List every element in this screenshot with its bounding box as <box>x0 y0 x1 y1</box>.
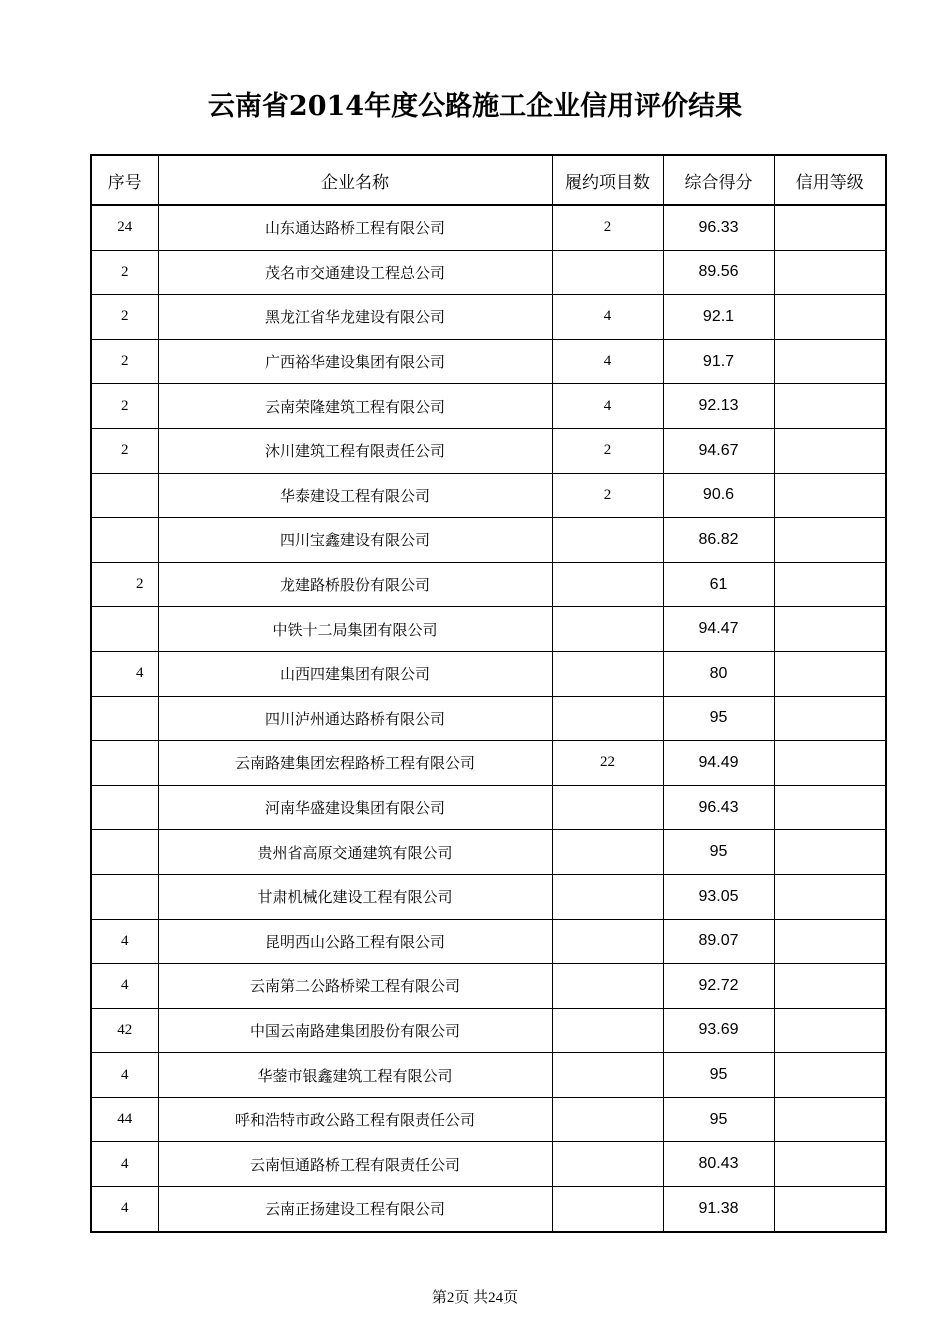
cell-score: 94.47 <box>663 607 774 652</box>
cell-credit-grade <box>774 651 886 696</box>
table-body <box>91 205 886 1232</box>
cell-score: 80 <box>663 651 774 696</box>
cell-company-name: 贵州省高原交通建筑有限公司 <box>158 830 552 875</box>
cell-score: 89.56 <box>663 250 774 295</box>
cell-project-count <box>552 562 663 607</box>
table-row <box>91 428 886 473</box>
table-row <box>91 562 886 607</box>
cell-project-count <box>552 874 663 919</box>
cell-project-count: 2 <box>552 473 663 518</box>
cell-project-count <box>552 607 663 652</box>
cell-index <box>91 607 158 652</box>
cell-company-name: 黑龙江省华龙建设有限公司 <box>158 295 552 340</box>
table-row <box>91 1187 886 1232</box>
table-row <box>91 250 886 295</box>
cell-project-count: 4 <box>552 295 663 340</box>
cell-company-name: 昆明西山公路工程有限公司 <box>158 919 552 964</box>
cell-credit-grade <box>774 607 886 652</box>
cell-index: 4 <box>91 1142 158 1187</box>
cell-credit-grade <box>774 1097 886 1142</box>
cell-project-count <box>552 1053 663 1098</box>
cell-index <box>91 874 158 919</box>
cell-score: 94.67 <box>663 428 774 473</box>
table-row <box>91 339 886 384</box>
cell-company-name: 中铁十二局集团有限公司 <box>158 607 552 652</box>
cell-credit-grade <box>774 1053 886 1098</box>
table-row <box>91 518 886 563</box>
cell-credit-grade <box>774 295 886 340</box>
cell-index: 24 <box>91 205 158 250</box>
table-row <box>91 651 886 696</box>
table-row <box>91 785 886 830</box>
cell-score: 95 <box>663 830 774 875</box>
cell-credit-grade <box>774 562 886 607</box>
cell-company-name: 华泰建设工程有限公司 <box>158 473 552 518</box>
cell-credit-grade <box>774 205 886 250</box>
cell-score: 92.13 <box>663 384 774 429</box>
cell-company-name: 甘肃机械化建设工程有限公司 <box>158 874 552 919</box>
cell-project-count <box>552 1008 663 1053</box>
cell-company-name: 沐川建筑工程有限责任公司 <box>158 428 552 473</box>
header-project-count: 履约项目数 <box>552 155 663 205</box>
cell-index: 4 <box>91 651 158 696</box>
cell-company-name: 山西四建集团有限公司 <box>158 651 552 696</box>
cell-score: 95 <box>663 696 774 741</box>
cell-credit-grade <box>774 1187 886 1232</box>
cell-company-name: 华蓥市银鑫建筑工程有限公司 <box>158 1053 552 1098</box>
table-row <box>91 607 886 652</box>
cell-credit-grade <box>774 919 886 964</box>
table-row <box>91 696 886 741</box>
table-row <box>91 741 886 786</box>
cell-index: 2 <box>91 562 158 607</box>
cell-score: 95 <box>663 1097 774 1142</box>
cell-credit-grade <box>774 339 886 384</box>
cell-company-name: 四川泸州通达路桥有限公司 <box>158 696 552 741</box>
cell-index <box>91 830 158 875</box>
cell-project-count <box>552 250 663 295</box>
cell-company-name: 河南华盛建设集团有限公司 <box>158 785 552 830</box>
cell-company-name: 山东通达路桥工程有限公司 <box>158 205 552 250</box>
cell-index: 44 <box>91 1097 158 1142</box>
cell-score: 80.43 <box>663 1142 774 1187</box>
cell-project-count <box>552 1097 663 1142</box>
cell-company-name: 广西裕华建设集团有限公司 <box>158 339 552 384</box>
cell-score: 93.05 <box>663 874 774 919</box>
cell-project-count <box>552 919 663 964</box>
cell-index <box>91 518 158 563</box>
cell-project-count <box>552 1142 663 1187</box>
cell-credit-grade <box>774 250 886 295</box>
cell-score: 96.43 <box>663 785 774 830</box>
cell-company-name: 云南荣隆建筑工程有限公司 <box>158 384 552 429</box>
cell-score: 61 <box>663 562 774 607</box>
table-row <box>91 295 886 340</box>
cell-credit-grade <box>774 518 886 563</box>
table-row <box>91 473 886 518</box>
cell-company-name: 呼和浩特市政公路工程有限责任公司 <box>158 1097 552 1142</box>
cell-project-count <box>552 964 663 1009</box>
cell-project-count: 2 <box>552 428 663 473</box>
page-title: 云南省2014年度公路施工企业信用评价结果 <box>207 91 743 122</box>
cell-credit-grade <box>774 696 886 741</box>
cell-company-name: 中国云南路建集团股份有限公司 <box>158 1008 552 1053</box>
cell-company-name: 云南恒通路桥工程有限责任公司 <box>158 1142 552 1187</box>
cell-index <box>91 473 158 518</box>
cell-score: 89.07 <box>663 919 774 964</box>
table-header-row <box>91 155 886 205</box>
cell-project-count <box>552 518 663 563</box>
table-row <box>91 964 886 1009</box>
cell-score: 86.82 <box>663 518 774 563</box>
cell-credit-grade <box>774 1142 886 1187</box>
table-row <box>91 205 886 250</box>
cell-project-count <box>552 830 663 875</box>
table-row <box>91 1097 886 1142</box>
cell-index <box>91 696 158 741</box>
header-company-name: 企业名称 <box>158 155 552 205</box>
header-score: 综合得分 <box>663 155 774 205</box>
cell-credit-grade <box>774 964 886 1009</box>
page-footer: 第2页 共24页 <box>431 1290 519 1306</box>
cell-score: 91.7 <box>663 339 774 384</box>
cell-credit-grade <box>774 874 886 919</box>
cell-index: 2 <box>91 250 158 295</box>
cell-project-count <box>552 1187 663 1232</box>
cell-index: 42 <box>91 1008 158 1053</box>
cell-company-name: 云南正扬建设工程有限公司 <box>158 1187 552 1232</box>
cell-score: 94.49 <box>663 741 774 786</box>
table-row <box>91 1008 886 1053</box>
cell-credit-grade <box>774 1008 886 1053</box>
cell-project-count: 22 <box>552 741 663 786</box>
cell-company-name: 四川宝鑫建设有限公司 <box>158 518 552 563</box>
table-row <box>91 874 886 919</box>
cell-index: 4 <box>91 1053 158 1098</box>
table-row <box>91 384 886 429</box>
table-row <box>91 830 886 875</box>
cell-index: 2 <box>91 295 158 340</box>
cell-score: 91.38 <box>663 1187 774 1232</box>
cell-company-name: 龙建路桥股份有限公司 <box>158 562 552 607</box>
cell-index: 4 <box>91 1187 158 1232</box>
cell-index: 4 <box>91 919 158 964</box>
cell-credit-grade <box>774 473 886 518</box>
cell-index: 2 <box>91 384 158 429</box>
cell-index: 4 <box>91 964 158 1009</box>
cell-credit-grade <box>774 384 886 429</box>
cell-score: 92.72 <box>663 964 774 1009</box>
table-row <box>91 1142 886 1187</box>
cell-project-count <box>552 785 663 830</box>
cell-project-count <box>552 696 663 741</box>
header-index: 序号 <box>91 155 158 205</box>
cell-project-count: 2 <box>552 205 663 250</box>
cell-index <box>91 741 158 786</box>
cell-index <box>91 785 158 830</box>
cell-project-count: 4 <box>552 384 663 429</box>
cell-score: 95 <box>663 1053 774 1098</box>
cell-credit-grade <box>774 830 886 875</box>
cell-company-name: 云南路建集团宏程路桥工程有限公司 <box>158 741 552 786</box>
cell-credit-grade <box>774 741 886 786</box>
cell-project-count: 4 <box>552 339 663 384</box>
cell-credit-grade <box>774 785 886 830</box>
cell-score: 93.69 <box>663 1008 774 1053</box>
cell-company-name: 茂名市交通建设工程总公司 <box>158 250 552 295</box>
table-row <box>91 919 886 964</box>
table-row <box>91 1053 886 1098</box>
cell-index: 2 <box>91 428 158 473</box>
cell-score: 90.6 <box>663 473 774 518</box>
cell-company-name: 云南第二公路桥梁工程有限公司 <box>158 964 552 1009</box>
cell-credit-grade <box>774 428 886 473</box>
cell-project-count <box>552 651 663 696</box>
cell-score: 96.33 <box>663 205 774 250</box>
credit-table <box>90 154 887 1233</box>
cell-index: 2 <box>91 339 158 384</box>
header-credit-grade: 信用等级 <box>774 155 886 205</box>
cell-score: 92.1 <box>663 295 774 340</box>
